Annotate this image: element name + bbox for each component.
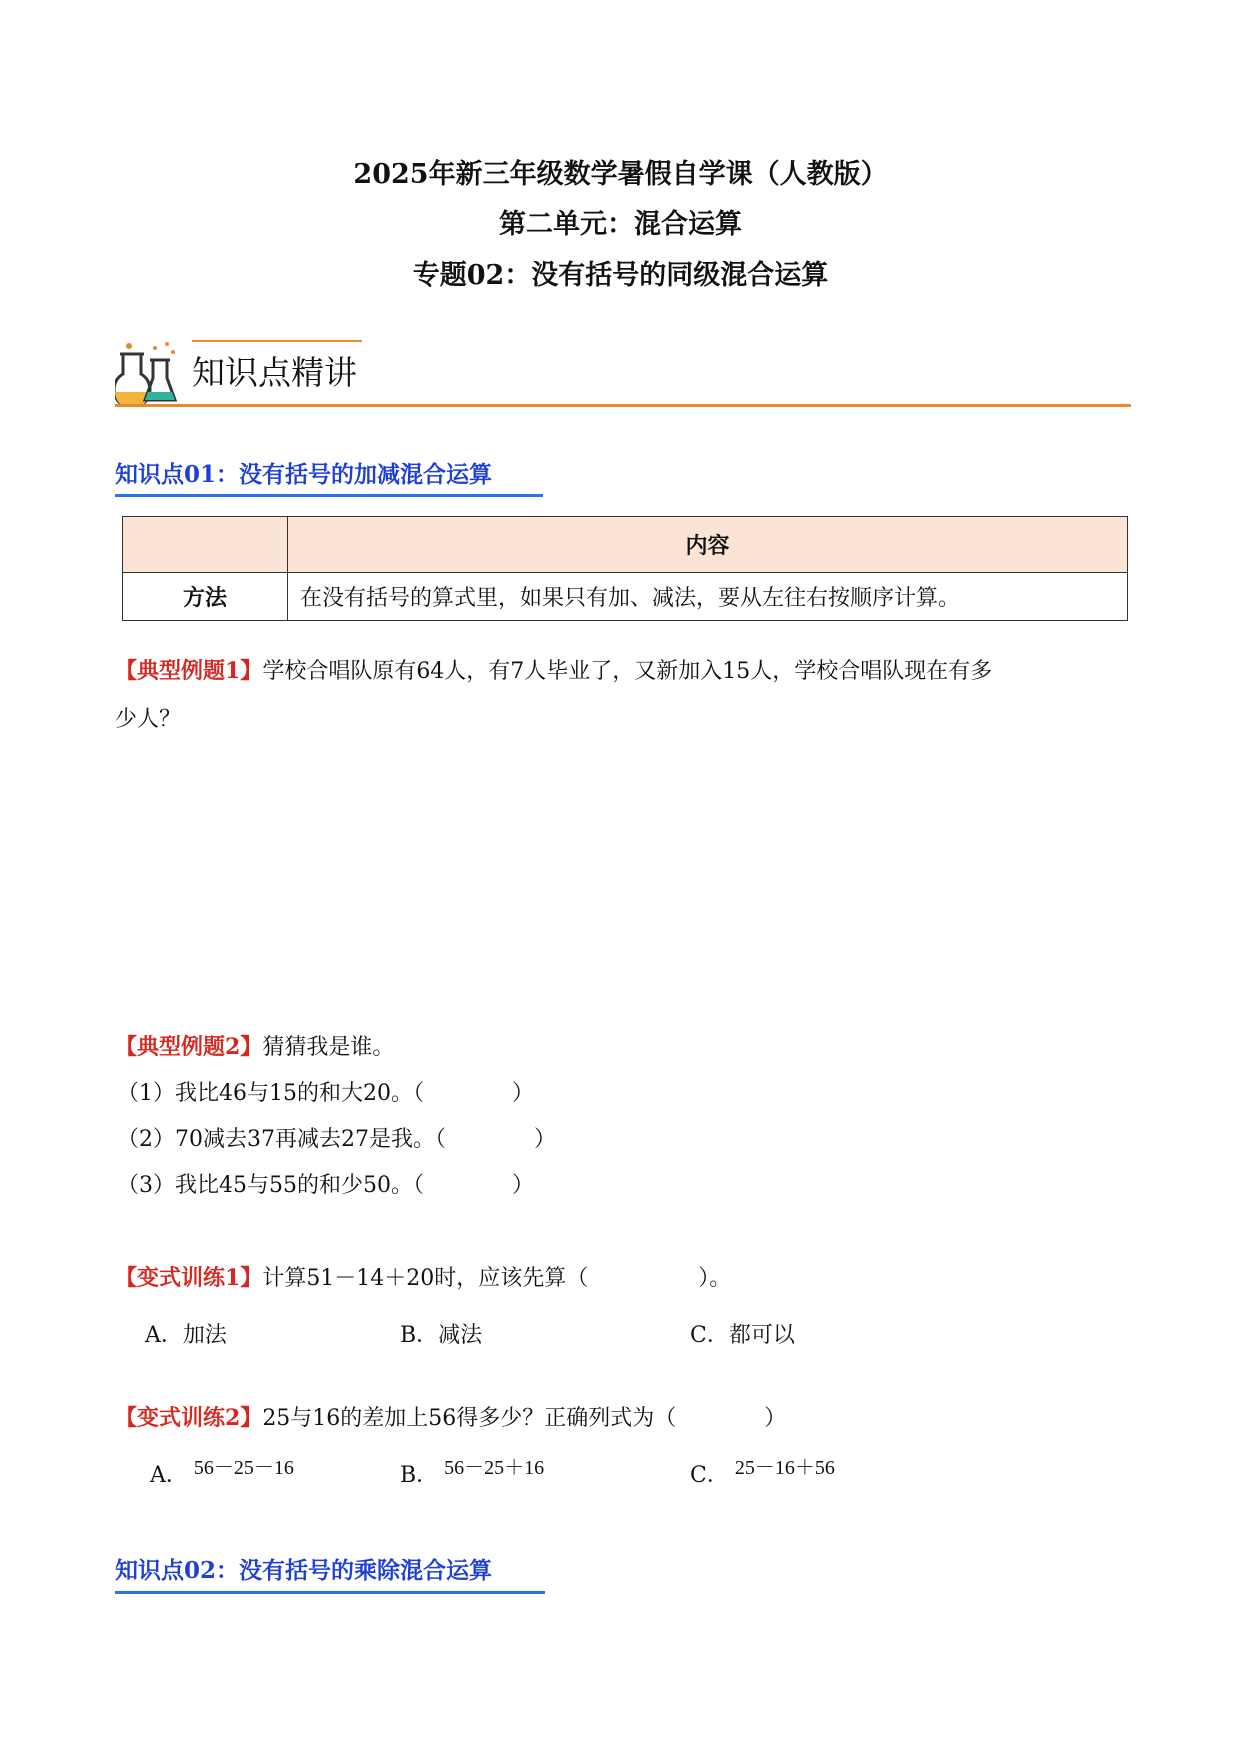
variant-2-text: 25与16的差加上56得多少？正确列式为（ ） xyxy=(262,1406,787,1431)
variant-2 xyxy=(115,1402,786,1435)
variant-2-option-c xyxy=(690,1458,835,1489)
example-2-item-2: （2）70减去37再减去27是我。（ ） xyxy=(117,1127,556,1152)
table-header-content: 内容 xyxy=(288,517,1128,573)
variant-2-option-b-formula: 56－25＋16 xyxy=(444,1457,545,1479)
variant-2-option-a-formula: 56－25－16 xyxy=(193,1457,294,1479)
unit-title: 第二单元：混合运算 xyxy=(499,209,742,240)
variant-2-option-c-label: C． xyxy=(690,1463,729,1488)
variant-1-option-b: B．减法 xyxy=(400,1323,483,1348)
example-1 xyxy=(115,655,992,688)
table-row-label: 方法 xyxy=(123,573,288,621)
example-2-tag: 【典型例题2】 xyxy=(115,1034,263,1060)
variant-1-tag: 【变式训练1】 xyxy=(115,1265,263,1291)
variant-2-tag: 【变式训练2】 xyxy=(115,1405,263,1431)
variant-1-option-c: C．都可以 xyxy=(690,1323,795,1348)
example-1-tag: 【典型例题1】 xyxy=(115,658,263,684)
example-2-text: 猜猜我是谁。 xyxy=(262,1035,395,1060)
flask-icon xyxy=(115,340,185,404)
knowledge-point-1-underline xyxy=(115,494,543,497)
variant-2-option-b-label: B． xyxy=(400,1463,439,1488)
knowledge-banner xyxy=(115,340,1131,410)
method-table xyxy=(122,516,1128,621)
variant-2-option-b xyxy=(400,1458,544,1489)
example-2-item-1: （1）我比46与15的和大20。（ ） xyxy=(117,1081,534,1106)
topic-title: 专题02：没有括号的同级混合运算 xyxy=(412,260,829,291)
example-1-text: 学校合唱队原有64人，有7人毕业了，又新加入15人，学校合唱队现在有多 xyxy=(262,659,993,684)
banner-underline xyxy=(115,404,1131,407)
banner-label: 知识点精讲 xyxy=(192,353,357,392)
knowledge-point-2-title: 知识点02：没有括号的乘除混合运算 xyxy=(115,1557,493,1584)
example-2 xyxy=(115,1031,394,1064)
banner-top-line xyxy=(192,340,362,342)
knowledge-point-2-underline xyxy=(115,1591,545,1594)
table-header-empty xyxy=(123,517,288,573)
variant-2-option-c-formula: 25－16＋56 xyxy=(734,1457,835,1479)
example-1-line2: 少人？ xyxy=(115,707,182,732)
variant-2-option-a xyxy=(150,1458,294,1489)
variant-1-text: 计算51－14＋20时，应该先算（ ）。 xyxy=(262,1266,732,1291)
table-row-content: 在没有括号的算式里，如果只有加、减法，要从左往右按顺序计算。 xyxy=(288,573,1128,621)
doc-title: 2025年新三年级数学暑假自学课（人教版） xyxy=(353,159,888,190)
table-header-row xyxy=(123,517,1128,573)
knowledge-point-1-title: 知识点01：没有括号的加减混合运算 xyxy=(115,461,493,488)
variant-1 xyxy=(115,1262,731,1295)
example-2-item-3: （3）我比45与55的和少50。（ ） xyxy=(117,1173,534,1198)
table-row xyxy=(123,573,1128,621)
variant-2-option-a-label: A． xyxy=(150,1463,188,1488)
variant-1-option-a: A．加法 xyxy=(145,1323,227,1348)
